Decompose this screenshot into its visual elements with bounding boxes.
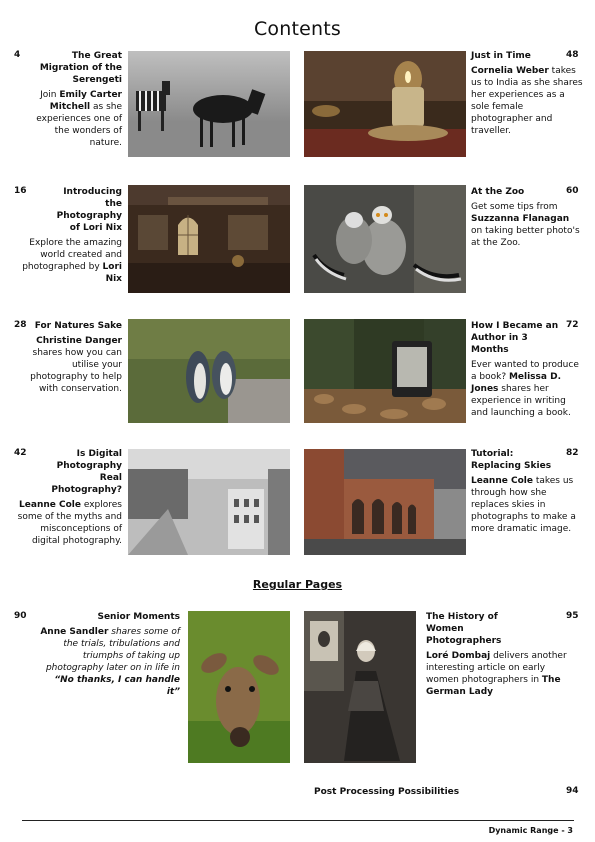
page-number: 60 [566, 186, 579, 196]
entry-28[interactable] [14, 320, 122, 395]
footer-text: Dynamic Range - 3 [488, 826, 573, 835]
entry-description: Leanne Cole explores some of the myths and misconceptions of digital photography. [17, 500, 122, 546]
entry-title: At the Zoo [471, 187, 525, 197]
entry-95[interactable] [426, 611, 576, 698]
entry-description: Christine Danger shares how you can utilise your photography to help with conservation. [30, 336, 122, 394]
entry-description: Leanne Cole takes us through how she replaces skies in photographs to make a more dramatic image. [471, 476, 576, 534]
arcade-photo[interactable] [304, 449, 466, 555]
lori-nix-photo[interactable] [128, 185, 290, 293]
page-number: 90 [14, 611, 27, 621]
entry-title: For Natures Sake [34, 321, 122, 331]
entry-4[interactable] [26, 50, 122, 149]
entry-description: Anne Sandler shares some of the trials, tribulations and triumphs of taking up photography later on in life in “No thanks, I can handle it” [40, 627, 180, 697]
page-title: Contents [253, 18, 342, 40]
entry-42[interactable] [14, 448, 122, 547]
migration-photo[interactable] [128, 51, 290, 157]
entry-title: Tutorial: Replacing Skies [471, 449, 552, 471]
entry-description: Loré Dombaj delivers another interesting article on early women photographers in The German Lady [426, 651, 567, 697]
old-street-photo[interactable] [128, 449, 290, 555]
entry-description: Ever wanted to produce a book? Melissa D. Jones shares her experience in writing and launching a book. [471, 360, 579, 418]
page-number: 72 [566, 320, 579, 330]
entry-title: Just in Time [471, 51, 531, 61]
entry-48[interactable] [471, 50, 583, 137]
footer-divider [22, 820, 574, 821]
entry-title: Senior Moments [97, 612, 180, 622]
penguins-photo[interactable] [128, 319, 290, 423]
entry-description: Cornelia Weber takes us to India as she shares her experiences as a sole female photographer and traveller. [471, 66, 583, 136]
entry-description: Explore the amazing world created and photographed by Lori Nix [22, 238, 122, 284]
entry-title: Introducing the Photography of Lori Nix [56, 187, 122, 233]
page-number: 82 [566, 448, 579, 458]
page-number: 48 [566, 50, 579, 60]
deer-photo[interactable] [188, 611, 290, 763]
entry-description: Get some tips from Suzzanna Flanagan on taking better photo's at the Zoo. [471, 202, 580, 248]
entry-90[interactable] [40, 611, 180, 698]
entry-title: How I Became an Author in 3 Months [471, 321, 559, 355]
entry-title: Is Digital Photography Real Photography? [51, 449, 122, 495]
entry-description: Join Emily Carter Mitchell as she experiences one of the wonders of nature. [36, 90, 122, 148]
entry-94-title[interactable]: Post Processing Possibilities [314, 787, 460, 797]
page-number: 16 [14, 186, 27, 196]
page-number: 4 [14, 50, 21, 60]
lemurs-photo[interactable] [304, 185, 466, 293]
victorian-lady-photo[interactable] [304, 611, 416, 763]
entry-16[interactable] [14, 186, 122, 285]
entry-72[interactable] [471, 320, 583, 419]
page-number: 94 [566, 786, 579, 796]
entry-title: The Great Migration of the Serengeti [39, 51, 122, 85]
page-number: 95 [566, 611, 579, 621]
page-number: 42 [14, 448, 27, 458]
page-number: 28 [14, 320, 27, 330]
ereader-photo[interactable] [304, 319, 466, 423]
entry-title: The History of Women Photographers [426, 612, 502, 646]
regular-pages-heading: Regular Pages [252, 578, 343, 591]
lamp-photo[interactable] [304, 51, 466, 157]
entry-82[interactable] [471, 448, 583, 535]
